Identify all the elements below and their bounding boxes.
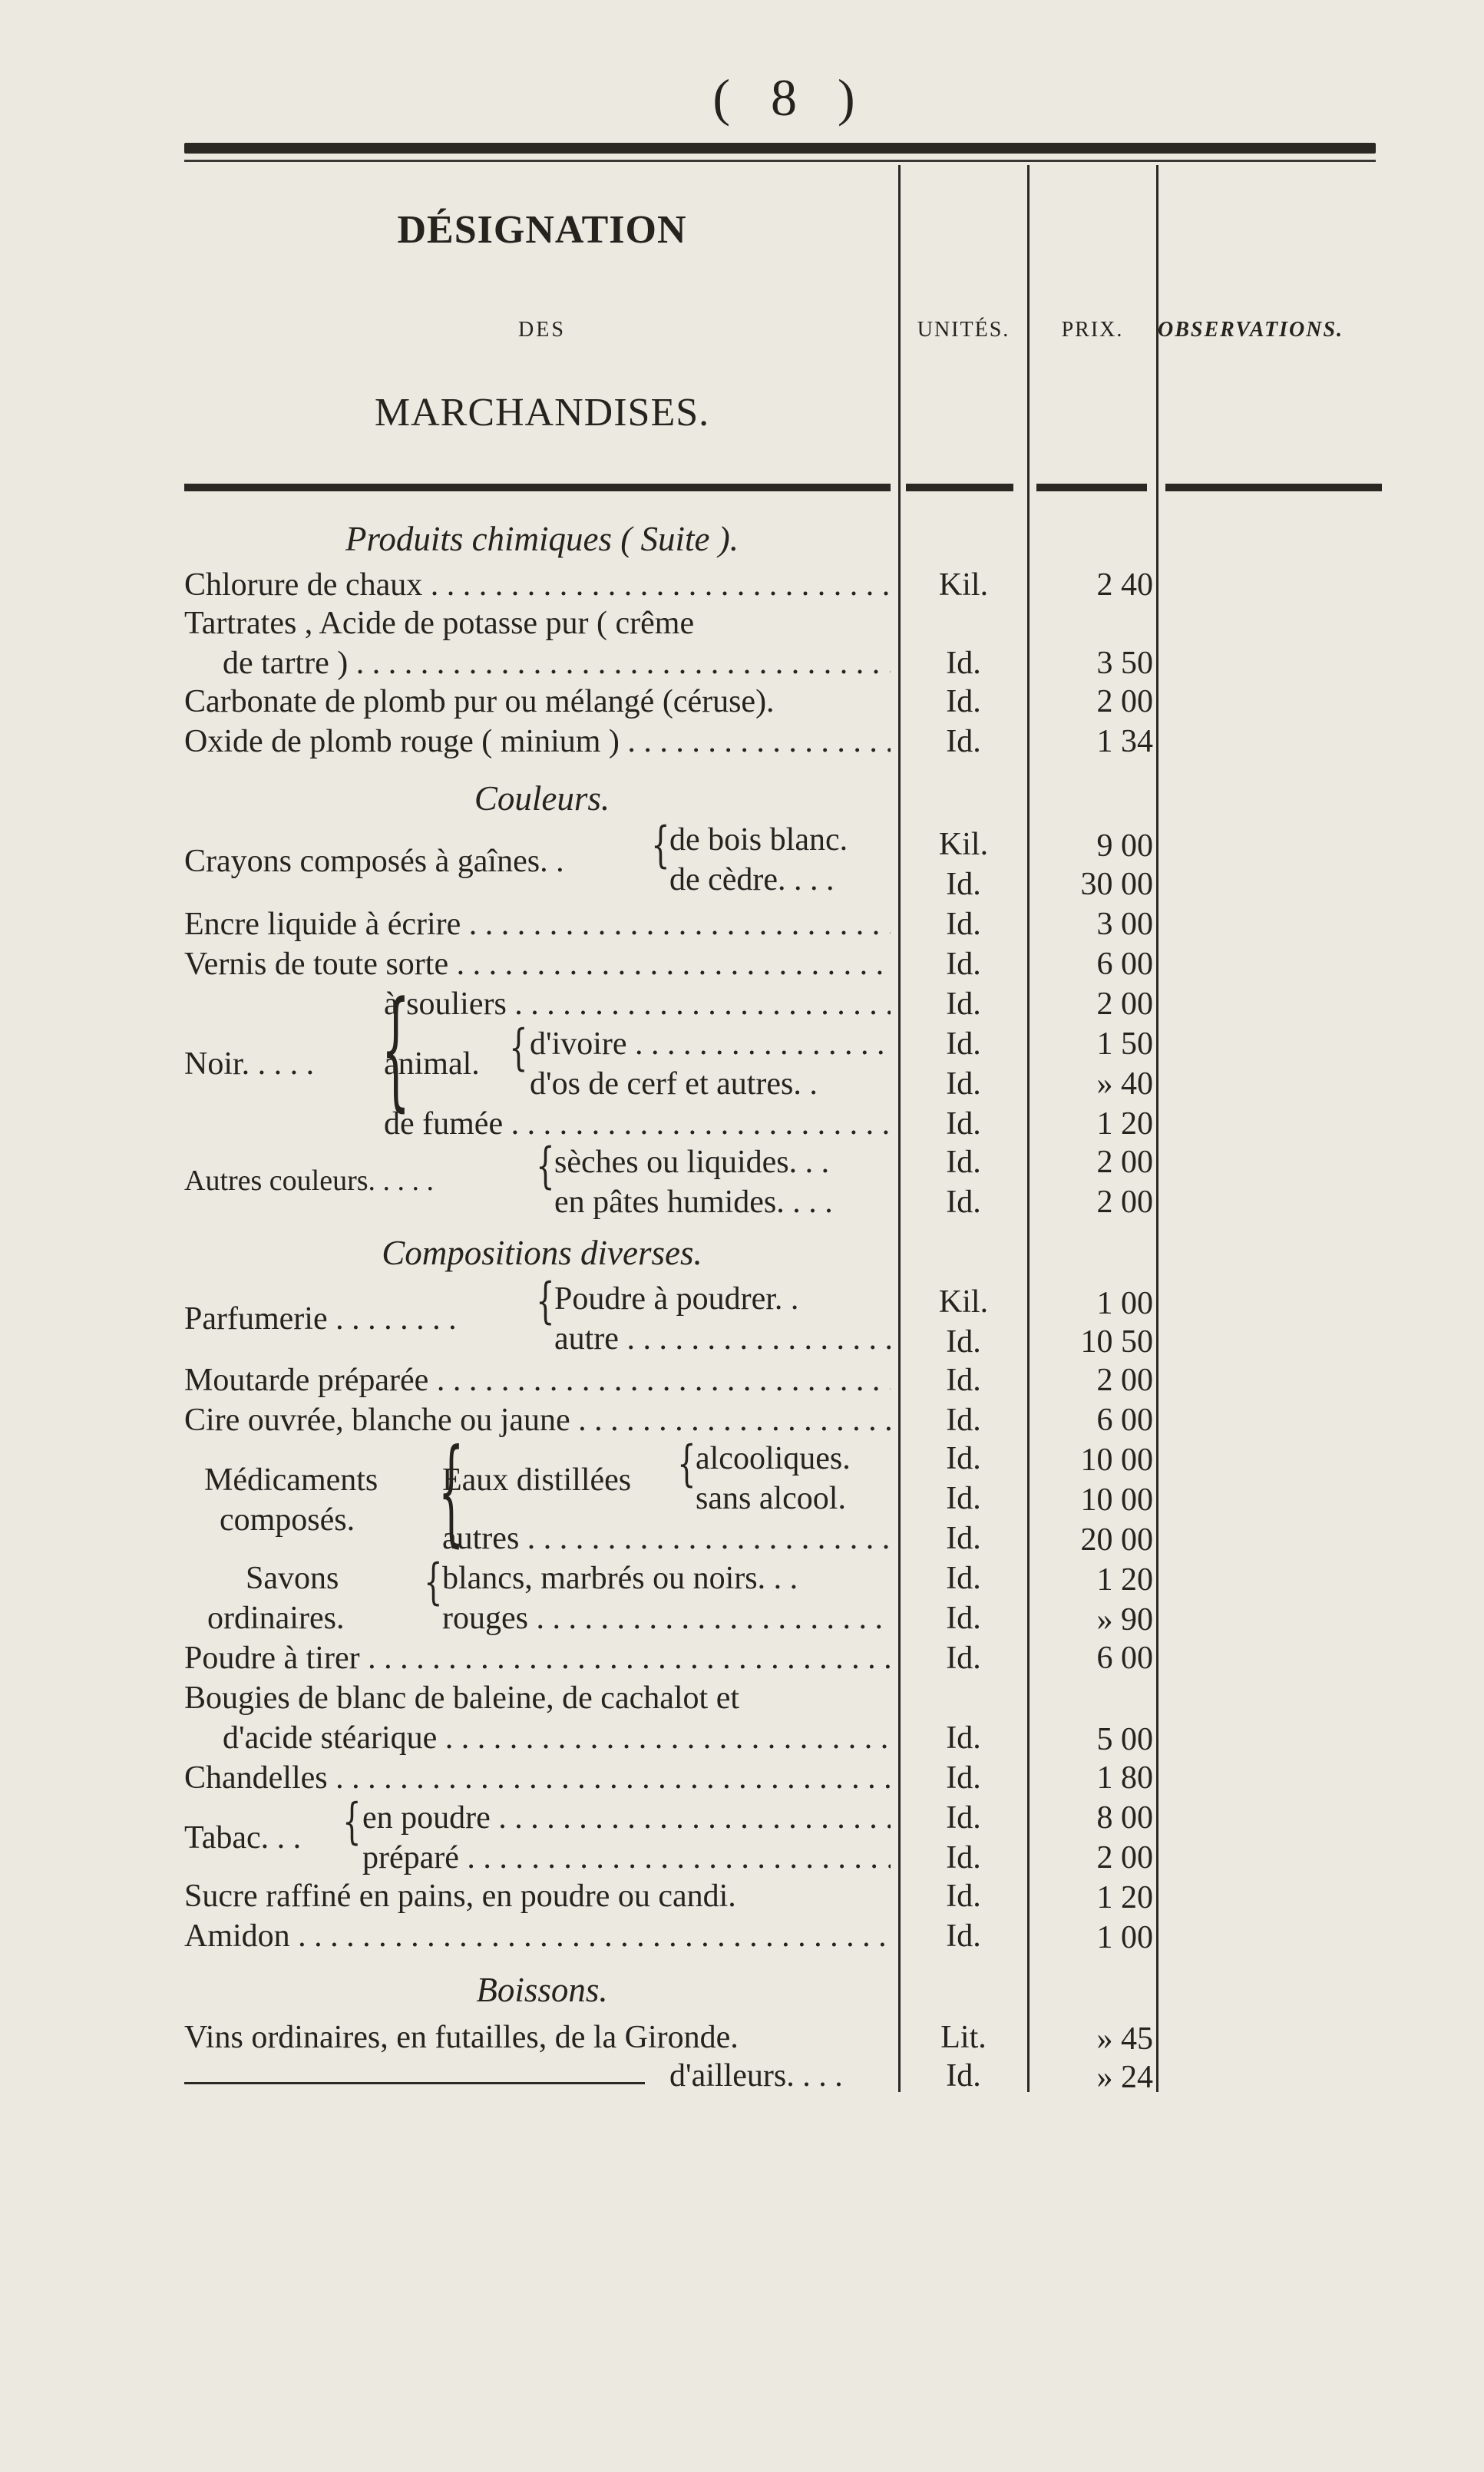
header-des: DES bbox=[518, 318, 566, 342]
header-rule-prix bbox=[1036, 484, 1147, 491]
row-vins-price: » 45 bbox=[1096, 2021, 1153, 2057]
row-sucre-unit: Id. bbox=[946, 1879, 981, 1914]
row-crayons-unit-a: Kil. bbox=[938, 827, 989, 862]
top-rule-thin bbox=[184, 160, 1376, 162]
row-moutarde-price: 2 00 bbox=[1096, 1363, 1153, 1398]
row-noir-cerf: d'os de cerf et autres. . bbox=[530, 1066, 818, 1102]
header-rule-unites bbox=[906, 484, 1013, 491]
row-poudre-unit: Id. bbox=[946, 1641, 981, 1676]
row-chandelles-price: 1 80 bbox=[1096, 1760, 1153, 1796]
row-tabac-b: préparé . . . bbox=[362, 1839, 891, 1876]
row-noir-ivoire-price: 1 50 bbox=[1096, 1026, 1153, 1062]
row-amidon-label: Amidon . . . bbox=[184, 1918, 891, 1955]
row-tartrates-price: 3 50 bbox=[1096, 646, 1153, 681]
row-noir-cerf-price: » 40 bbox=[1096, 1066, 1153, 1102]
ditto-rule bbox=[184, 2082, 645, 2084]
row-autres-couleurs-b: en pâtes humides. . . . bbox=[554, 1185, 833, 1220]
row-medicaments-sans-alcool: sans alcool. bbox=[696, 1481, 846, 1516]
row-vernis-label: Vernis de toute sorte . . . bbox=[184, 946, 891, 983]
row-noir-souliers: à souliers . . . bbox=[384, 986, 891, 1023]
row-bougies-label-2: d'acide stéarique . . . bbox=[223, 1720, 891, 1757]
row-chlorure-price: 2 40 bbox=[1096, 567, 1153, 603]
row-noir-label: Noir. . . . . bbox=[184, 1046, 315, 1082]
brace-medicaments: { bbox=[438, 1425, 464, 1558]
row-ailleurs-label: d'ailleurs. . . . bbox=[669, 2058, 843, 2094]
row-carbonate-label: Carbonate de plomb pur ou mélangé (céruse). bbox=[184, 684, 775, 719]
row-cire-price: 6 00 bbox=[1096, 1403, 1153, 1438]
row-noir-animal: animal. bbox=[384, 1046, 480, 1082]
row-cire-unit: Id. bbox=[946, 1403, 981, 1438]
brace-autres-couleurs: { bbox=[536, 1138, 555, 1195]
row-vernis-unit: Id. bbox=[946, 947, 981, 982]
row-moutarde-label: Moutarde préparée . . . bbox=[184, 1362, 891, 1399]
row-crayons-b: de cèdre. . . . bbox=[669, 862, 835, 897]
row-parfumerie-b: autre . . . bbox=[554, 1320, 891, 1357]
column-divider-3 bbox=[1156, 165, 1158, 2092]
row-encre-label: Encre liquide à écrire . . . bbox=[184, 906, 891, 943]
row-crayons-a: de bois blanc. bbox=[669, 822, 848, 858]
header-unites: UNITÉS. bbox=[917, 318, 1010, 342]
page-number: ( 8 ) bbox=[712, 68, 869, 127]
row-savons-label-1: Savons bbox=[246, 1561, 339, 1596]
row-vins-unit: Lit. bbox=[940, 2020, 987, 2055]
header-prix: PRIX. bbox=[1061, 318, 1124, 342]
row-noir-ivoire: d'ivoire . . . bbox=[530, 1026, 891, 1062]
row-tartrates-label-2: de tartre ) . . . bbox=[223, 645, 891, 682]
row-vins-label: Vins ordinaires, en futailles, de la Gironde. bbox=[184, 2020, 739, 2055]
row-autres-couleurs-a: sèches ou liquides. . . bbox=[554, 1145, 830, 1180]
brace-parfumerie: { bbox=[536, 1273, 555, 1330]
row-ailleurs-unit: Id. bbox=[946, 2058, 981, 2094]
row-parfumerie-unit-a: Kil. bbox=[938, 1284, 989, 1320]
row-tabac-label: Tabac. . . bbox=[184, 1820, 302, 1856]
row-medicaments-unit-c: Id. bbox=[946, 1521, 981, 1556]
row-bougies-label-1: Bougies de blanc de baleine, de cachalot et bbox=[184, 1680, 740, 1716]
brace-animal: { bbox=[509, 1020, 528, 1076]
row-savons-price-a: 1 20 bbox=[1096, 1562, 1153, 1598]
row-parfumerie-a: Poudre à poudrer. . bbox=[554, 1281, 799, 1317]
row-savons-b: rouges . . . bbox=[442, 1600, 891, 1637]
row-tabac-a: en poudre . . . bbox=[362, 1799, 891, 1836]
row-ailleurs-price: » 24 bbox=[1096, 2060, 1153, 2095]
row-carbonate-price: 2 00 bbox=[1096, 684, 1153, 719]
brace-crayons: { bbox=[651, 817, 670, 874]
row-moutarde-unit: Id. bbox=[946, 1363, 981, 1398]
brace-savons: { bbox=[424, 1554, 443, 1611]
section-compositions-diverses: Compositions diverses. bbox=[382, 1234, 702, 1272]
row-medicaments-price-c: 20 00 bbox=[1080, 1522, 1153, 1558]
header-rule-designation bbox=[184, 484, 891, 491]
row-parfumerie-unit-b: Id. bbox=[946, 1324, 981, 1360]
row-medicaments-eaux: Eaux distillées bbox=[442, 1462, 632, 1498]
row-savons-label-2: ordinaires. bbox=[207, 1601, 345, 1636]
row-tabac-price-b: 2 00 bbox=[1096, 1840, 1153, 1875]
header-designation: DÉSIGNATION bbox=[397, 208, 687, 252]
row-medicaments-unit-a: Id. bbox=[946, 1441, 981, 1476]
row-chandelles-unit: Id. bbox=[946, 1760, 981, 1796]
row-noir-souliers-unit: Id. bbox=[946, 986, 981, 1022]
brace-noir: { bbox=[381, 973, 411, 1124]
row-sucre-label: Sucre raffiné en pains, en poudre ou candi. bbox=[184, 1879, 736, 1914]
row-savons-price-b: » 90 bbox=[1096, 1602, 1153, 1638]
brace-tabac: { bbox=[342, 1793, 362, 1850]
row-chlorure-label: Chlorure de chaux . . . bbox=[184, 567, 891, 603]
row-parfumerie-price-b: 10 50 bbox=[1080, 1324, 1153, 1360]
row-noir-fumee: de fumée . . . bbox=[384, 1105, 891, 1142]
row-noir-souliers-price: 2 00 bbox=[1096, 986, 1153, 1022]
row-chlorure-unit: Kil. bbox=[938, 567, 989, 603]
row-noir-cerf-unit: Id. bbox=[946, 1066, 981, 1102]
row-parfumerie-label: Parfumerie . . . . . . . . bbox=[184, 1301, 457, 1337]
row-medicaments-unit-b: Id. bbox=[946, 1481, 981, 1516]
row-noir-fumee-unit: Id. bbox=[946, 1106, 981, 1142]
row-vernis-price: 6 00 bbox=[1096, 947, 1153, 982]
section-boissons: Boissons. bbox=[476, 1971, 608, 2009]
row-savons-unit-b: Id. bbox=[946, 1601, 981, 1636]
row-carbonate-unit: Id. bbox=[946, 684, 981, 719]
row-bougies-price: 5 00 bbox=[1096, 1722, 1153, 1757]
row-tabac-unit-b: Id. bbox=[946, 1840, 981, 1875]
row-sucre-price: 1 20 bbox=[1096, 1880, 1153, 1915]
row-noir-fumee-price: 1 20 bbox=[1096, 1106, 1153, 1142]
row-amidon-price: 1 00 bbox=[1096, 1920, 1153, 1955]
row-poudre-label: Poudre à tirer . . . bbox=[184, 1640, 891, 1677]
row-amidon-unit: Id. bbox=[946, 1918, 981, 1954]
row-medicaments-label-2: composés. bbox=[220, 1502, 355, 1538]
row-crayons-label: Crayons composés à gaînes. . bbox=[184, 844, 564, 879]
row-encre-unit: Id. bbox=[946, 907, 981, 942]
row-encre-price: 3 00 bbox=[1096, 907, 1153, 942]
row-autres-couleurs-unit-a: Id. bbox=[946, 1145, 981, 1180]
row-oxide-label: Oxide de plomb rouge ( minium ) . . . bbox=[184, 723, 891, 760]
row-parfumerie-price-a: 1 00 bbox=[1096, 1286, 1153, 1321]
row-chandelles-label: Chandelles . . . bbox=[184, 1760, 891, 1796]
row-tabac-unit-a: Id. bbox=[946, 1800, 981, 1836]
row-oxide-unit: Id. bbox=[946, 724, 981, 759]
brace-eaux: { bbox=[677, 1436, 696, 1492]
row-tabac-price-a: 8 00 bbox=[1096, 1800, 1153, 1836]
row-medicaments-autres: autres . . . bbox=[442, 1520, 891, 1557]
row-bougies-unit: Id. bbox=[946, 1720, 981, 1756]
row-autres-couleurs-unit-b: Id. bbox=[946, 1185, 981, 1220]
row-autres-couleurs-label: Autres couleurs. . . . . bbox=[184, 1165, 435, 1197]
row-autres-couleurs-price-a: 2 00 bbox=[1096, 1145, 1153, 1180]
section-produits-chimiques: Produits chimiques ( Suite ). bbox=[345, 520, 739, 558]
row-crayons-unit-b: Id. bbox=[946, 867, 981, 902]
row-autres-couleurs-price-b: 2 00 bbox=[1096, 1185, 1153, 1220]
header-observations: OBSERVATIONS. bbox=[1158, 318, 1344, 342]
row-noir-ivoire-unit: Id. bbox=[946, 1026, 981, 1062]
row-tartrates-label-1: Tartrates , Acide de potasse pur ( crême bbox=[184, 606, 695, 641]
row-medicaments-label-1: Médicaments bbox=[204, 1462, 378, 1498]
row-crayons-price-a: 9 00 bbox=[1096, 828, 1153, 864]
row-savons-unit-a: Id. bbox=[946, 1561, 981, 1596]
row-tartrates-unit: Id. bbox=[946, 646, 981, 681]
row-medicaments-price-b: 10 00 bbox=[1080, 1482, 1153, 1518]
row-oxide-price: 1 34 bbox=[1096, 724, 1153, 759]
row-poudre-price: 6 00 bbox=[1096, 1641, 1153, 1676]
section-couleurs: Couleurs. bbox=[474, 779, 610, 818]
row-medicaments-price-a: 10 00 bbox=[1080, 1443, 1153, 1478]
row-crayons-price-b: 30 00 bbox=[1080, 867, 1153, 902]
row-savons-a: blancs, marbrés ou noirs. . . bbox=[442, 1561, 798, 1596]
top-rule bbox=[184, 143, 1376, 154]
row-cire-label: Cire ouvrée, blanche ou jaune . . . bbox=[184, 1402, 891, 1439]
header-rule-observations bbox=[1165, 484, 1382, 491]
header-marchandises: MARCHANDISES. bbox=[374, 391, 710, 435]
row-medicaments-alcooliques: alcooliques. bbox=[696, 1441, 851, 1476]
